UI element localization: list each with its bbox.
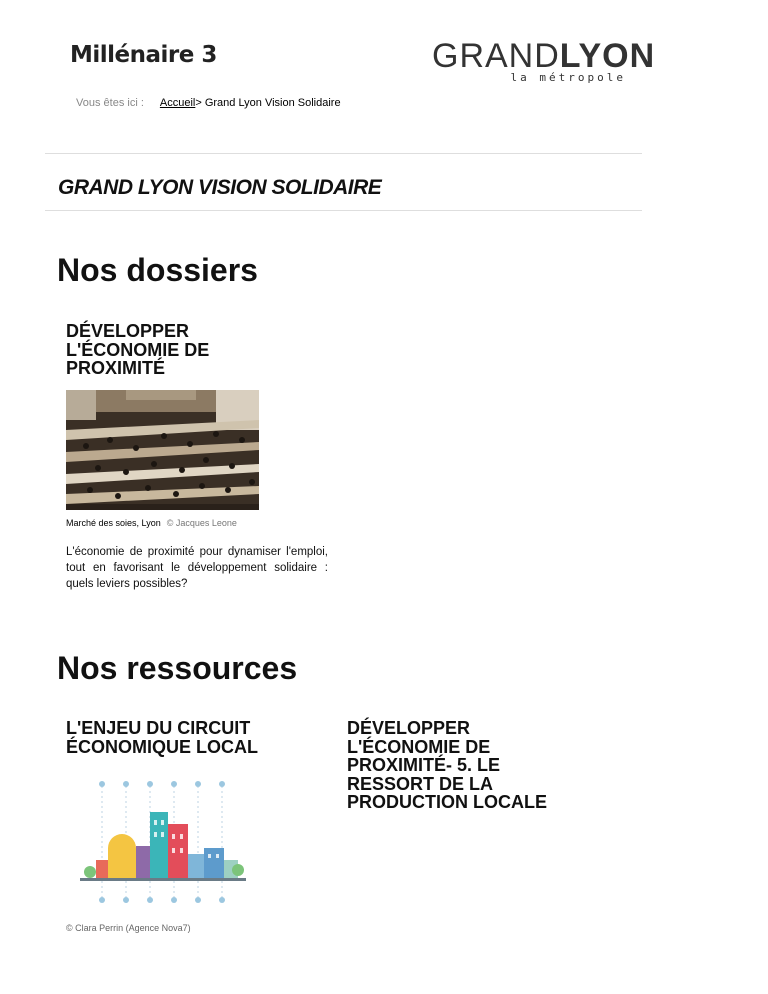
logo-lyon-text: LYON — [559, 37, 656, 75]
ressource-title-link-2[interactable]: DÉVELOPPER L'ÉCONOMIE DE PROXIMITÉ- 5. LE RESSORT DE LA PRODUCTION LOCALE — [347, 718, 547, 812]
logo-grand-text: GRAND — [432, 37, 560, 75]
market-photo[interactable] — [66, 390, 259, 510]
photo-caption-text: Marché des soies, Lyon — [66, 518, 161, 528]
divider-top — [45, 153, 642, 154]
logo-metropole-text: la métropole — [510, 71, 626, 84]
photo-caption — [66, 518, 237, 528]
dossier-title-link[interactable]: DÉVELOPPER L'ÉCONOMIE DE PROXIMITÉ — [66, 321, 210, 378]
photo-credit: © Jacques Leone — [166, 518, 237, 528]
section-title: GRAND LYON VISION SOLIDAIRE — [58, 176, 382, 199]
ressources-heading: Nos ressources — [57, 650, 298, 686]
breadcrumb-home-link[interactable]: Accueil — [159, 97, 196, 109]
dossier-teaser: L'économie de proximité pour dynamiser l'emploi, tout en favorisant le développement solidaire : quels leviers possibles? — [66, 546, 328, 590]
illustration-credit: © Clara Perrin (Agence Nova7) — [66, 923, 191, 933]
grandlyon-logo[interactable] — [432, 37, 656, 84]
millenaire3-logo[interactable]: Millénaire 3 — [70, 42, 217, 68]
breadcrumb — [76, 97, 341, 109]
dossiers-heading: Nos dossiers — [57, 252, 258, 288]
city-illustration[interactable] — [66, 768, 258, 916]
ressource-title-link-1[interactable]: L'ENJEU DU CIRCUIT ÉCONOMIQUE LOCAL — [66, 718, 258, 757]
divider-bottom — [45, 210, 642, 211]
breadcrumb-current: > Grand Lyon Vision Solidaire — [195, 97, 341, 109]
breadcrumb-prefix: Vous êtes ici : — [76, 97, 144, 109]
